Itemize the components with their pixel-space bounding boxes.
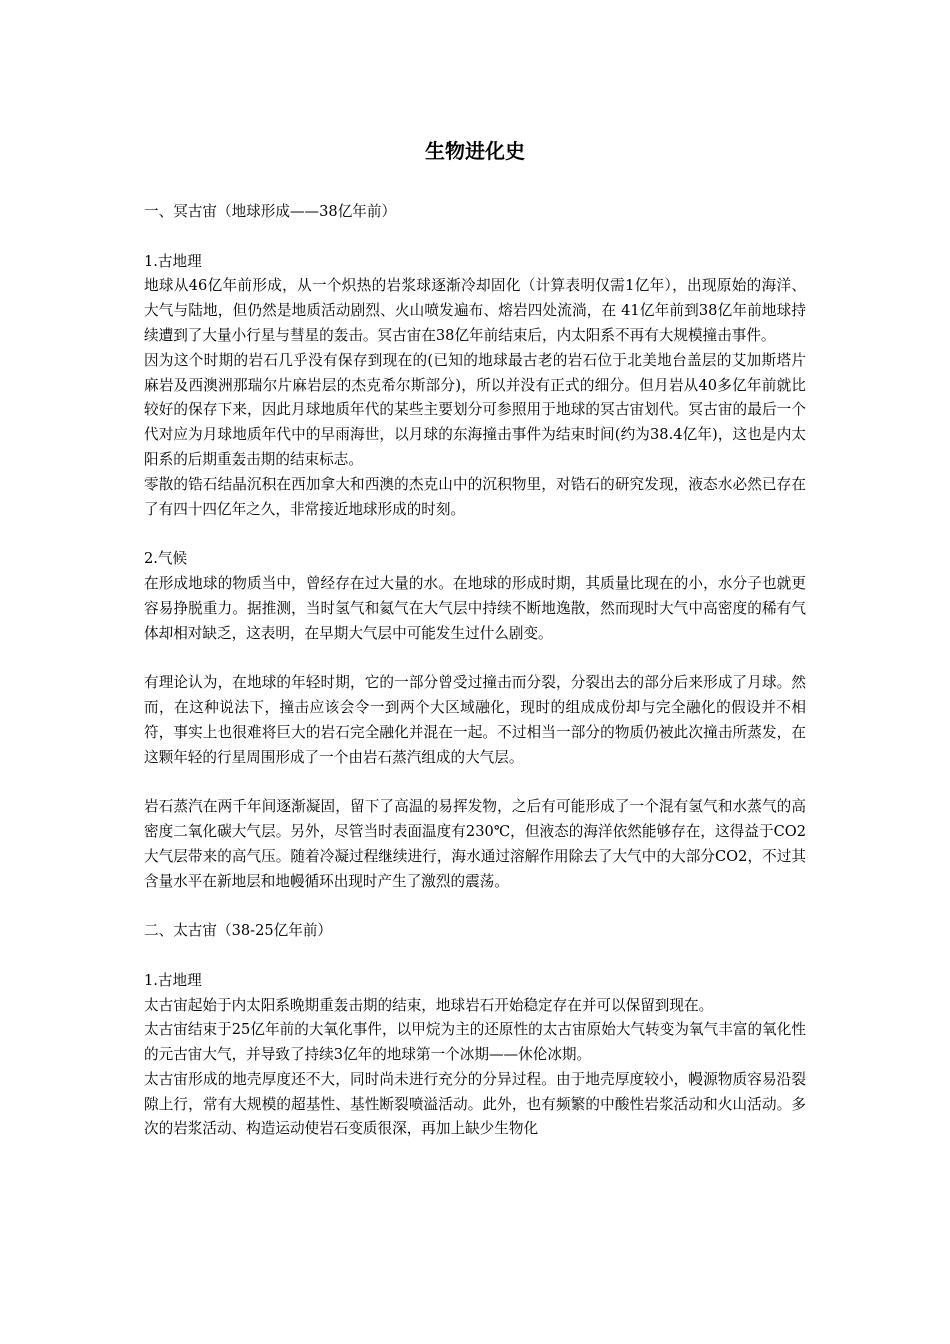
document-title: 生物进化史 (425, 139, 525, 163)
paragraph: 有理论认为，在地球的年轻时期，它的一部分曾受过撞击而分裂，分裂出去的部分后来形成了月球。然而，在这种说法下，撞击应该会令一到两个大区域融化，现时的组成成份却与完全融化的假设并不相符，事实上也很难将巨大的岩石完全融化并混在一起。不过相当一部分的物质仍被此次撞击所蒸发，在这颗年轻的行星周围形成了一个由岩石蒸汽组成的大气层。 (144, 674, 806, 766)
paragraph: 太古宙形成的地壳厚度还不大，同时尚未进行充分的分异过程。由于地壳厚度较小，幔源物质容易沿裂隙上行，常有大规模的超基性、基性断裂喷溢活动。此外，也有频繁的中酸性岩浆活动和火山活动。多次的岩浆活动、构造运动使岩石变质很深，再加上缺少生物化 (144, 1070, 806, 1138)
paragraph: 零散的锆石结晶沉积在西加拿大和西澳的杰克山中的沉积物里，对锆石的研究发现，液态水必然已存在了有四十四亿年之久，非常接近地球形成的时刻。 (144, 475, 806, 518)
paragraph: 太古宙起始于内太阳系晚期重轰击期的结束，地球岩石开始稳定存在并可以保留到现在。 (144, 996, 714, 1014)
subsection-heading-archean-paleogeography: 1.古地理 (144, 971, 202, 989)
section-heading-archean: 二、太古宙（38-25亿年前） (144, 922, 333, 940)
blank-line (144, 770, 806, 795)
section-heading-hadean: 一、冥古宙（地球形成——38亿年前） (144, 203, 397, 220)
document-body (144, 200, 806, 1142)
paragraph: 太古宙结束于25亿年前的大氧化事件，以甲烷为主的还原性的太古宙原始大气转变为氧气丰富的氧化性的元古宙大气，并导致了持续3亿年的地球第一个冰期——休伦冰期。 (144, 1021, 806, 1064)
paragraph: 岩石蒸汽在两千年间逐渐凝固，留下了高温的易挥发物，之后有可能形成了一个混有氢气和水蒸气的高密度二氧化碳大气层。另外，尽管当时表面温度有230℃，但液态的海洋依然能够存在，这得益于CO2大气层带来的高气压。随着冷凝过程继续进行，海水通过溶解作用除去了大气中的大部分CO2，不过其含量水平在新地层和地幔循环出现时产生了激烈的震荡。 (144, 798, 806, 890)
paragraph: 在形成地球的物质当中，曾经存在过大量的水。在地球的形成时期，其质量比现在的小，水分子也就更容易挣脱重力。据推测，当时氢气和氦气在大气层中持续不断地逸散，然而现时大气中高密度的稀有气体却相对缺乏，这表明，在早期大气层中可能发生过什么剧变。 (144, 574, 806, 642)
paragraph: 因为这个时期的岩石几乎没有保存到现在的(已知的地球最古老的岩石位于北美地台盖层的艾加斯塔片麻岩及西澳洲那瑞尔片麻岩层的杰克希尔斯部分)，所以并没有正式的细分。但月岩从40多亿年前就比较好的保存下来，因此月球地质年代的某些主要划分可参照用于地球的冥古宙划代。冥古宙的最后一个代对应为月球地质年代中的早雨海世，以月球的东海撞击事件为结束时间(约为38.4亿年)，这也是内太阳系的后期重轰击期的结束标志。 (144, 351, 806, 468)
subsection-heading-hadean-climate: 2.气候 (144, 550, 188, 568)
blank-line (144, 944, 806, 969)
paragraph: 地球从46亿年前形成，从一个炽热的岩浆球逐渐冷却固化（计算表明仅需1亿年），出现原始的海洋、大气与陆地，但仍然是地质活动剧烈、火山喷发遍布、熔岩四处流淌，在 41亿年前到38亿年前地球持续遭到了大量小行星与彗星的轰击。冥古宙在38亿年前结束后，内太阳系不再有大规模撞击事件。 (144, 277, 806, 344)
blank-line (144, 646, 806, 671)
blank-line (144, 894, 806, 919)
subsection-heading-hadean-paleogeography: 1.古地理 (144, 252, 202, 270)
blank-line (144, 522, 806, 547)
blank-line (144, 225, 806, 250)
